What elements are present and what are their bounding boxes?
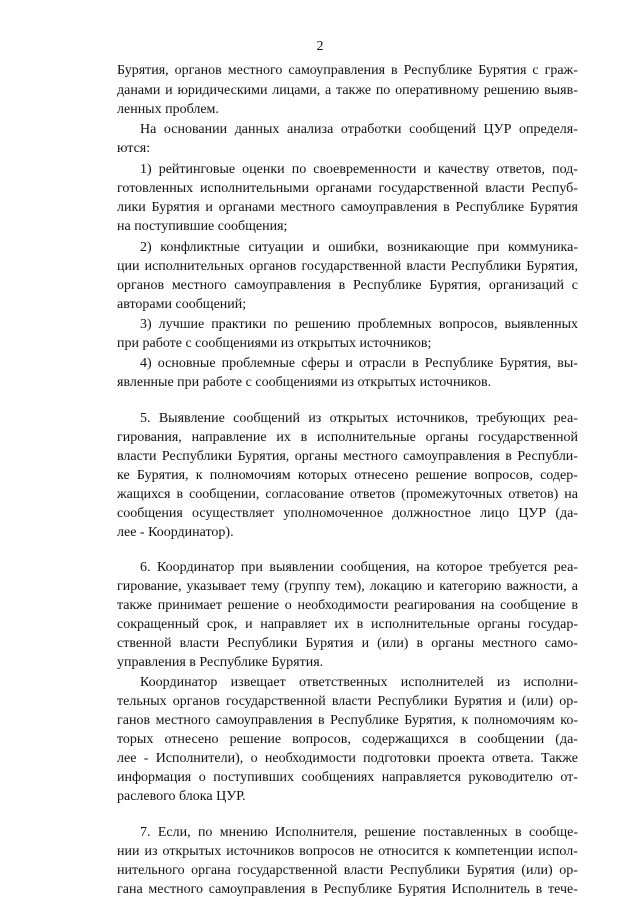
text-line: торых отнесено решение вопросов, содержащихся в сообщении (да- [117,732,578,747]
text-line: 7. Если, по мнению Исполнителя, решение поставленных в сообще- [140,825,578,840]
text-line: 5. Выявление сообщений из открытых источников, требующих реа- [140,411,578,426]
text-line: лики Бурятия и органами местного самоуправления в Республике Бурятия [117,200,578,215]
text-line: Бурятия, органов местного самоуправления в Республике Бурятия с граж- [117,63,578,78]
text-line: жащихся в сообщении, согласование ответов (промежуточных ответов) на [117,487,578,502]
text-line: органов местного самоуправления в Республике Бурятия, организаций с [117,278,578,293]
text-line: нительного органа государственной власти Республики Бурятия (или) ор- [117,863,578,878]
text-line: 2) конфликтные ситуации и ошибки, возникающие при коммуника- [140,240,578,255]
text-line: ются: [117,141,151,156]
text-line: 6. Координатор при выявлении сообщения, на которое требуется реа- [140,560,578,575]
text-line: власти Республики Бурятия, органы местного самоуправления в Республи- [117,449,578,464]
text-line: ственной власти Республики Бурятия и (или) в органы местного само- [117,636,578,651]
text-line: нии из открытых источников вопросов не относится к компетенции испол- [117,844,578,859]
text-line: при работе с сообщениями из открытых источников; [117,336,432,351]
text-line: лее - Исполнители), о необходимости подготовки проекта ответа. Также [117,751,578,766]
text-line: управления в Республике Бурятия. [117,655,324,670]
text-line: сокращенный срок, и направляет их в исполнительные органы государ- [117,617,578,632]
text-line: гирование, указывает тему (группу тем), локацию и категорию важности, а [117,579,578,594]
text-line: информация о поступивших сообщениях направляется руководителю от- [117,770,578,785]
text-line: тельных органов государственной власти Республики Бурятия и (или) ор- [117,694,578,709]
text-line: На основании данных анализа отработки сообщений ЦУР определя- [140,122,578,137]
text-line: ленных проблем. [117,102,219,117]
text-line: лее - Координатор). [117,525,234,540]
text-line: готовленных исполнительными органами государственной власти Респуб- [117,181,578,196]
text-line: гана местного самоуправления в Республике Бурятия Исполнитель в тече- [117,882,578,897]
text-line: сообщения осуществляет уполномоченное должностное лицо ЦУР (да- [117,506,578,521]
text-line: на поступившие сообщения; [117,219,288,234]
text-line: ганов местного самоуправления в Республике Бурятия, к полномочиям ко- [117,713,578,728]
text-line: ции исполнительных органов государственной власти Республики Бурятия, [117,259,578,274]
text-line: 1) рейтинговые оценки по своевременности и качеству ответов, под- [140,162,578,177]
page-number: 2 [316,39,324,54]
text-line: данами и юридическими лицами, а также по оперативному решению выяв- [117,83,578,98]
text-line: Координатор извещает ответственных исполнителей из исполни- [140,675,578,690]
text-line: раслевого блока ЦУР. [117,789,246,804]
text-line: 4) основные проблемные сферы и отрасли в Республике Бурятия, вы- [140,356,578,371]
text-line: ке Бурятия, к полномочиям которых отнесено решение вопросов, содер- [117,468,578,483]
text-line: гирования, направление их в исполнительные органы государственной [117,430,578,445]
text-line: авторами сообщений; [117,297,247,312]
text-line: явленные при работе с сообщениями из открытых источников. [117,375,492,390]
text-line: 3) лучшие практики по решению проблемных вопросов, выявленных [140,317,578,332]
text-line: также принимает решение о необходимости реагирования на сообщение в [117,598,578,613]
